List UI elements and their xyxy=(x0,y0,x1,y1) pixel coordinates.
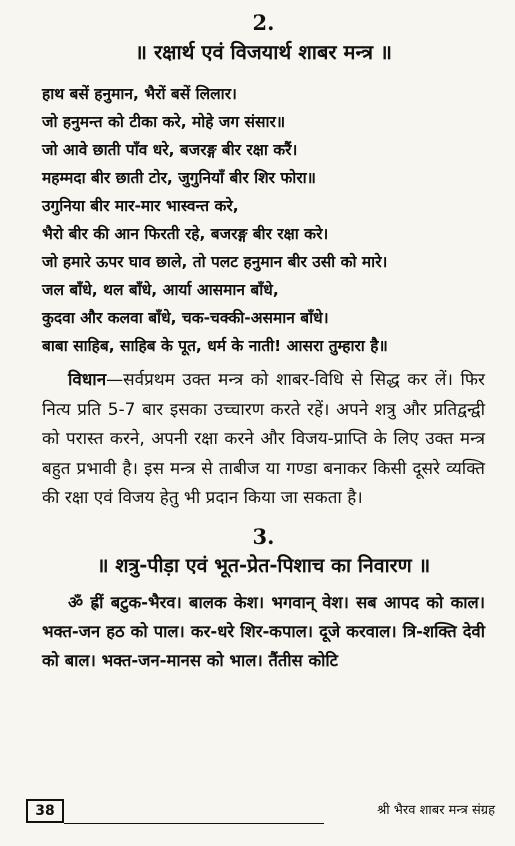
verse-line: भैरो बीर की आन फिरती रहे, बजरङ्ग बीर रक्षा करे। xyxy=(42,225,329,243)
section-number: 3. xyxy=(252,523,275,549)
section-title: ॥ शत्रु-पीड़ा एवं भूत-प्रेत-पिशाच का निवारण ॥ xyxy=(96,553,431,577)
verse-line: जल बाँधे, थल बाँधे, आर्या आसमान बाँधे, xyxy=(42,281,279,299)
method-label: विधान xyxy=(68,370,107,390)
method-paragraph xyxy=(42,366,485,514)
verse-line: हाथ बसें हनुमान, भैरों बसें लिलार। xyxy=(42,85,237,103)
section-mantra-2 xyxy=(42,10,485,514)
mantra-paragraph: ॐ ह्रीं बटुक-भैरव। बालक केश। भगवान् वेश। सब आपद को काल। भक्त-जन हठ को पाल। कर-धरे शिर-कपाल। दूजे करवाल। त्रि-शक्ति देवी को बाल। भक्त-जन-मानस को भाल। तैंतीस कोटि xyxy=(42,592,485,670)
verse-line: बाबा साहिब, साहिब के पूत, धर्म के नाती! आसरा तुम्हारा है॥ xyxy=(42,337,388,355)
section-number: 2. xyxy=(252,10,275,35)
mantra-verses xyxy=(42,80,485,360)
verse-line: जो आवे छाती पाँव धरे, बजरङ्ग बीर रक्षा करैं। xyxy=(42,141,298,159)
book-title: श्री भैरव शाबर मन्त्र संग्रह xyxy=(377,803,495,818)
verse-line: कुदवा और कलवा बाँधे, चक-चक्की-असमान बाँधे। xyxy=(42,309,329,327)
footer-divider xyxy=(64,823,324,824)
verse-line: महम्मदा बीर छाती टोर, जुगुनियाँ बीर शिर फोरा॥ xyxy=(42,169,316,187)
verse-line: उगुनिया बीर मार-मार भास्वन्त करे, xyxy=(42,197,239,215)
section-title: ॥ रक्षार्थ एवं विजयार्थ शाबर मन्त्र ॥ xyxy=(135,40,392,64)
section-mantra-3 xyxy=(42,524,485,675)
method-text: —सर्वप्रथम उक्त मन्त्र को शाबर-विधि से सिद्ध कर लें। फिर नित्य प्रति 5-7 बार इसका उच्चारण करते रहें। अपने शत्रु और प्रतिद्वन्द्वी को परास्त करने, अपनी रक्षा करने और विजय-प्राप्ति के लिए उक्त मन्त्र बहुत प्रभावी है। इस मन्त्र से ताबीज या गण्डा बनाकर किसी दूसरे व्यक्ति की रक्षा एवं विजय हेतु भी प्रदान किया जा सकता है। xyxy=(42,370,485,508)
page-footer xyxy=(0,796,515,836)
verse-line: जो हनुमन्त को टीका करे, मोहे जग संसार॥ xyxy=(42,113,286,131)
verse-line: जो हमारे ऊपर घाव छाले, तो पलट हनुमान बीर उसी को मारे। xyxy=(42,253,388,271)
page-number: 38 xyxy=(26,799,64,823)
